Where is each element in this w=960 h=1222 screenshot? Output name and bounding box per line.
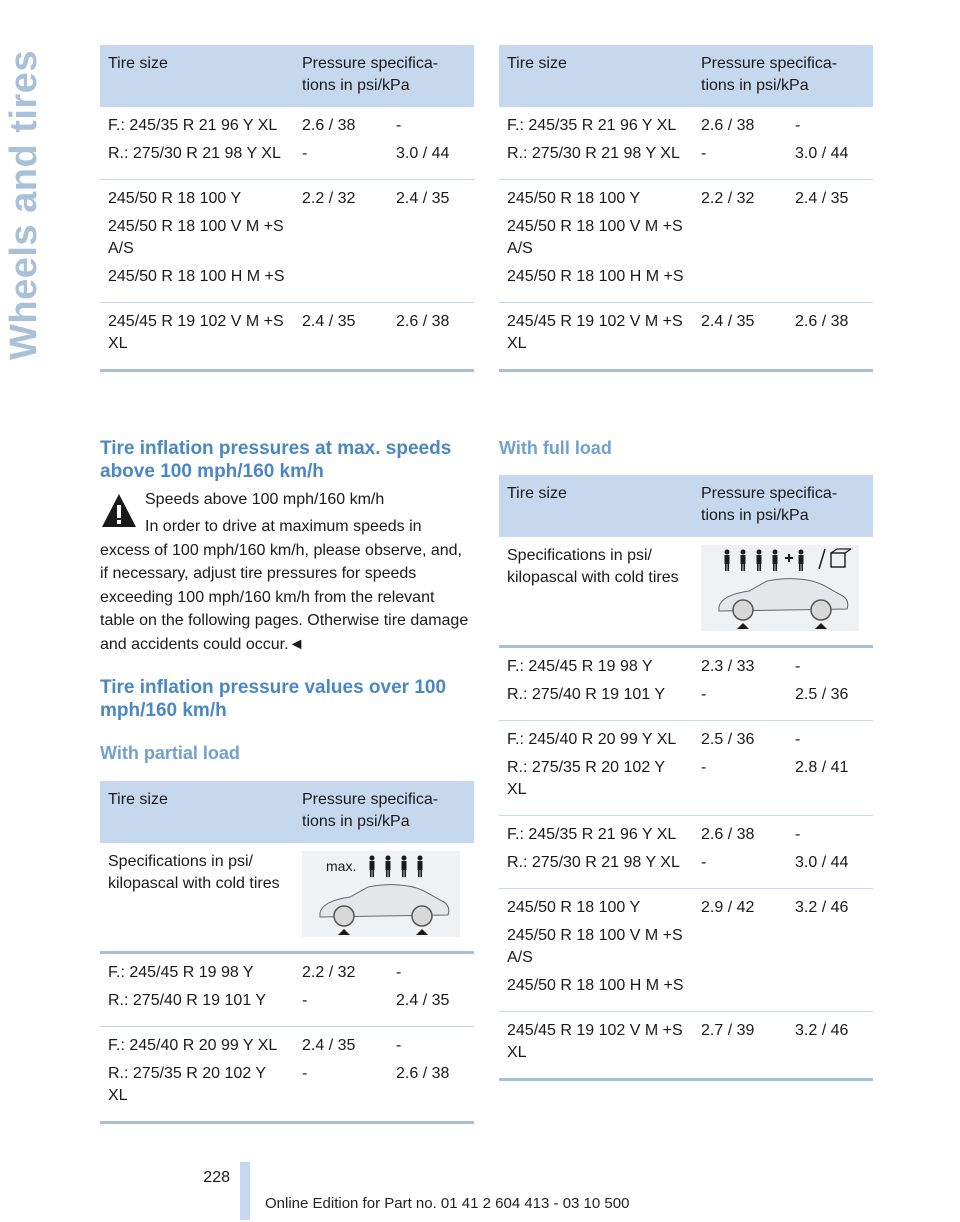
pressure-cell-line: - (701, 686, 707, 703)
pressure-cell-line: 2.6 / 38 (701, 826, 755, 843)
pressure-cell-line: 2.5 / 36 (795, 686, 849, 703)
pressure-cell (693, 889, 787, 1012)
car-side-icon (719, 579, 848, 629)
pressure-cell-line: 2.4 / 35 (302, 1037, 356, 1054)
pressure-cell (388, 303, 474, 371)
tire-size-cell-line: R.: 275/30 R 21 98 Y XL (507, 854, 680, 871)
pressure-cell (693, 1012, 787, 1080)
tire-size-cell (499, 816, 693, 889)
heading-full-load: With full load (499, 438, 612, 458)
tire-size-cell-line: 245/50 R 18 100 V M +S A/S (507, 218, 683, 257)
header-tire-size: Tire size (499, 475, 693, 537)
section-heading-max-speeds: Tire inflation pressures at max. speeds above 100 mph/160 km/h (100, 438, 452, 482)
pressure-cell-line: 2.6 / 38 (795, 313, 849, 330)
table-row (100, 180, 474, 303)
tire-size-cell-line: 245/50 R 18 100 H M +S (108, 268, 285, 285)
pressure-cell-line: 2.2 / 32 (701, 190, 755, 207)
tire-size-cell-line: 245/45 R 19 102 V M +S XL (507, 313, 683, 352)
passenger-figures-icon (370, 856, 423, 878)
tire-size-cell (100, 303, 294, 371)
pressure-cell-line: 2.6 / 38 (396, 1065, 450, 1082)
tire-size-cell-line: F.: 245/35 R 21 96 Y XL (507, 117, 677, 134)
table-row (499, 889, 873, 1012)
tire-size-cell-line: F.: 245/35 R 21 96 Y XL (507, 826, 677, 843)
tire-size-cell (499, 303, 693, 371)
pressure-cell-line: 2.5 / 36 (701, 731, 755, 748)
tire-size-cell-line: R.: 275/30 R 21 98 Y XL (507, 145, 680, 162)
pressure-cell-line: - (302, 145, 308, 162)
right-top-pressure-table (499, 45, 873, 372)
pressure-cell-line: 2.7 / 39 (701, 1022, 755, 1039)
header-tire-size: Tire size (499, 45, 693, 107)
tire-size-cell (499, 647, 693, 721)
pressure-cell-line: - (396, 1037, 402, 1054)
pressure-cell-line: 2.6 / 38 (302, 117, 356, 134)
tire-size-cell (499, 721, 693, 816)
slash-divider (819, 549, 825, 569)
pressure-cell (787, 107, 873, 180)
pressure-cell-line: - (302, 992, 308, 1009)
footer-bar (240, 1162, 250, 1220)
page-number: 228 (203, 1169, 230, 1186)
tire-size-cell (499, 889, 693, 1012)
pressure-cell-line: - (795, 731, 801, 748)
tire-size-cell-line: R.: 275/40 R 19 101 Y (108, 992, 267, 1009)
pressure-cell-line: 2.4 / 35 (701, 313, 755, 330)
tire-size-cell-line: 245/50 R 18 100 Y (507, 190, 641, 207)
tire-size-cell-line: F.: 245/45 R 19 98 Y (108, 964, 254, 981)
table-row (499, 721, 873, 816)
pressure-cell-line: - (795, 658, 801, 675)
pressure-cell (693, 180, 787, 303)
table-row (100, 1027, 474, 1123)
table-row (100, 953, 474, 1027)
footer-edition-text: Online Edition for Part no. 01 41 2 604 413 - 03 10 500 (265, 1195, 630, 1212)
pressure-cell-line: - (795, 826, 801, 843)
table-row (499, 180, 873, 303)
tire-size-cell-line: R.: 275/35 R 20 102 Y XL (507, 759, 665, 798)
spec-label: Specifications in psi/ kilopascal with cold tires (499, 537, 693, 647)
pressure-cell (693, 721, 787, 816)
passenger-figures-icon (725, 550, 804, 572)
warning-title: Speeds above 100 mph/160 km/h (145, 491, 385, 508)
tire-size-cell (100, 953, 294, 1027)
pressure-cell-line: - (701, 145, 707, 162)
tire-size-cell (499, 1012, 693, 1080)
pressure-cell-line: 2.3 / 33 (701, 658, 755, 675)
tire-size-cell (499, 180, 693, 303)
pressure-cell-line: 3.0 / 44 (396, 145, 450, 162)
table-row (499, 647, 873, 721)
pressure-cell-line: 2.4 / 35 (795, 190, 849, 207)
table-row (499, 303, 873, 371)
pressure-cell-line: 2.6 / 38 (396, 313, 450, 330)
pressure-cell-line: 2.8 / 41 (795, 759, 849, 776)
pressure-cell-line: - (795, 117, 801, 134)
pressure-cell (693, 816, 787, 889)
tire-size-cell-line: 245/50 R 18 100 H M +S (507, 977, 684, 994)
tire-size-cell (499, 107, 693, 180)
table-row (499, 816, 873, 889)
tire-size-cell-line: 245/50 R 18 100 V M +S A/S (108, 218, 284, 257)
pressure-cell-line: - (701, 759, 707, 776)
tire-size-cell (100, 180, 294, 303)
pressure-cell (787, 889, 873, 1012)
full-load-car-image (701, 545, 859, 631)
tire-size-cell-line: R.: 275/30 R 21 98 Y XL (108, 145, 281, 162)
pressure-cell (388, 180, 474, 303)
header-tire-size: Tire size (100, 781, 294, 843)
header-pressure: Pressure specifica-tions in psi/kPa (693, 475, 873, 537)
full-load-table (499, 475, 873, 1081)
partial-load-car-image (302, 851, 460, 937)
section-heading-over-100: Tire inflation pressure values over 100 mph/160 km/h (100, 677, 447, 721)
pressure-cell (294, 1027, 388, 1123)
header-pressure: Pressure specifica-tions in psi/kPa (693, 45, 873, 107)
pressure-cell-line: 3.2 / 46 (795, 1022, 849, 1039)
luggage-icon (831, 549, 851, 567)
table-row (100, 107, 474, 180)
tire-size-cell-line: 245/50 R 18 100 Y (108, 190, 242, 207)
pressure-cell-line: 2.6 / 38 (701, 117, 755, 134)
table-row (100, 303, 474, 371)
table-row (499, 1012, 873, 1080)
pressure-cell (787, 1012, 873, 1080)
pressure-cell-line: 2.4 / 35 (396, 992, 450, 1009)
warning-body: In order to drive at maximum speeds in excess of 100 mph/160 km/h, please observe, and, if necessary, adjust tire pressures for speeds exceeding 100 mph/160 km/h from the relevant table on the following pages. Otherwise tire damage and accidents could occur.◄ (100, 518, 469, 653)
header-pressure: Pressure specifica-tions in psi/kPa (294, 45, 474, 107)
pressure-cell (693, 303, 787, 371)
pressure-cell (388, 1027, 474, 1123)
left-top-pressure-table (100, 45, 474, 372)
pressure-cell-line: 3.0 / 44 (795, 145, 849, 162)
pressure-cell (294, 107, 388, 180)
pressure-cell-line: 2.4 / 35 (396, 190, 450, 207)
tire-size-cell-line: R.: 275/40 R 19 101 Y (507, 686, 666, 703)
table-row (499, 107, 873, 180)
tire-size-cell-line: 245/50 R 18 100 V M +S A/S (507, 927, 683, 966)
pressure-cell (294, 180, 388, 303)
pressure-cell (787, 816, 873, 889)
pressure-cell (388, 953, 474, 1027)
pressure-cell (787, 721, 873, 816)
pressure-cell (787, 647, 873, 721)
tire-size-cell-line: 245/50 R 18 100 Y (507, 899, 641, 916)
pressure-cell (693, 647, 787, 721)
pressure-cell (693, 107, 787, 180)
tire-size-cell-line: 245/50 R 18 100 H M +S (507, 268, 684, 285)
pressure-cell-line: - (396, 964, 402, 981)
tire-size-cell-line: F.: 245/40 R 20 99 Y XL (108, 1037, 278, 1054)
tire-size-cell-line: 245/45 R 19 102 V M +S XL (507, 1022, 683, 1061)
pressure-cell (787, 303, 873, 371)
tire-size-cell-line: F.: 245/40 R 20 99 Y XL (507, 731, 677, 748)
tire-size-cell (100, 1027, 294, 1123)
tire-size-cell-line: F.: 245/35 R 21 96 Y XL (108, 117, 278, 134)
pressure-cell-line: 2.4 / 35 (302, 313, 356, 330)
heading-partial-load: With partial load (100, 743, 240, 763)
pressure-cell (388, 107, 474, 180)
pressure-cell-line: 2.2 / 32 (302, 964, 356, 981)
pressure-cell (294, 953, 388, 1027)
header-tire-size: Tire size (100, 45, 294, 107)
pressure-cell (294, 303, 388, 371)
pressure-cell-line: 2.2 / 32 (302, 190, 356, 207)
tire-size-cell-line: R.: 275/35 R 20 102 Y XL (108, 1065, 266, 1104)
car-side-icon (320, 885, 449, 935)
max-label: max. (326, 858, 357, 874)
tire-size-cell-line: 245/45 R 19 102 V M +S XL (108, 313, 284, 352)
side-section-title: Wheels and tires (3, 50, 45, 360)
tire-size-cell (100, 107, 294, 180)
pressure-cell-line: - (701, 854, 707, 871)
pressure-cell (787, 180, 873, 303)
pressure-cell-line: 2.9 / 42 (701, 899, 755, 916)
header-pressure: Pressure specifica-tions in psi/kPa (294, 781, 474, 843)
pressure-cell-line: - (302, 1065, 308, 1082)
pressure-cell-line: 3.0 / 44 (795, 854, 849, 871)
partial-load-table (100, 781, 474, 1124)
tire-size-cell-line: F.: 245/45 R 19 98 Y (507, 658, 653, 675)
pressure-cell-line: - (396, 117, 402, 134)
pressure-cell-line: 3.2 / 46 (795, 899, 849, 916)
spec-label: Specifications in psi/ kilopascal with cold tires (100, 843, 294, 953)
